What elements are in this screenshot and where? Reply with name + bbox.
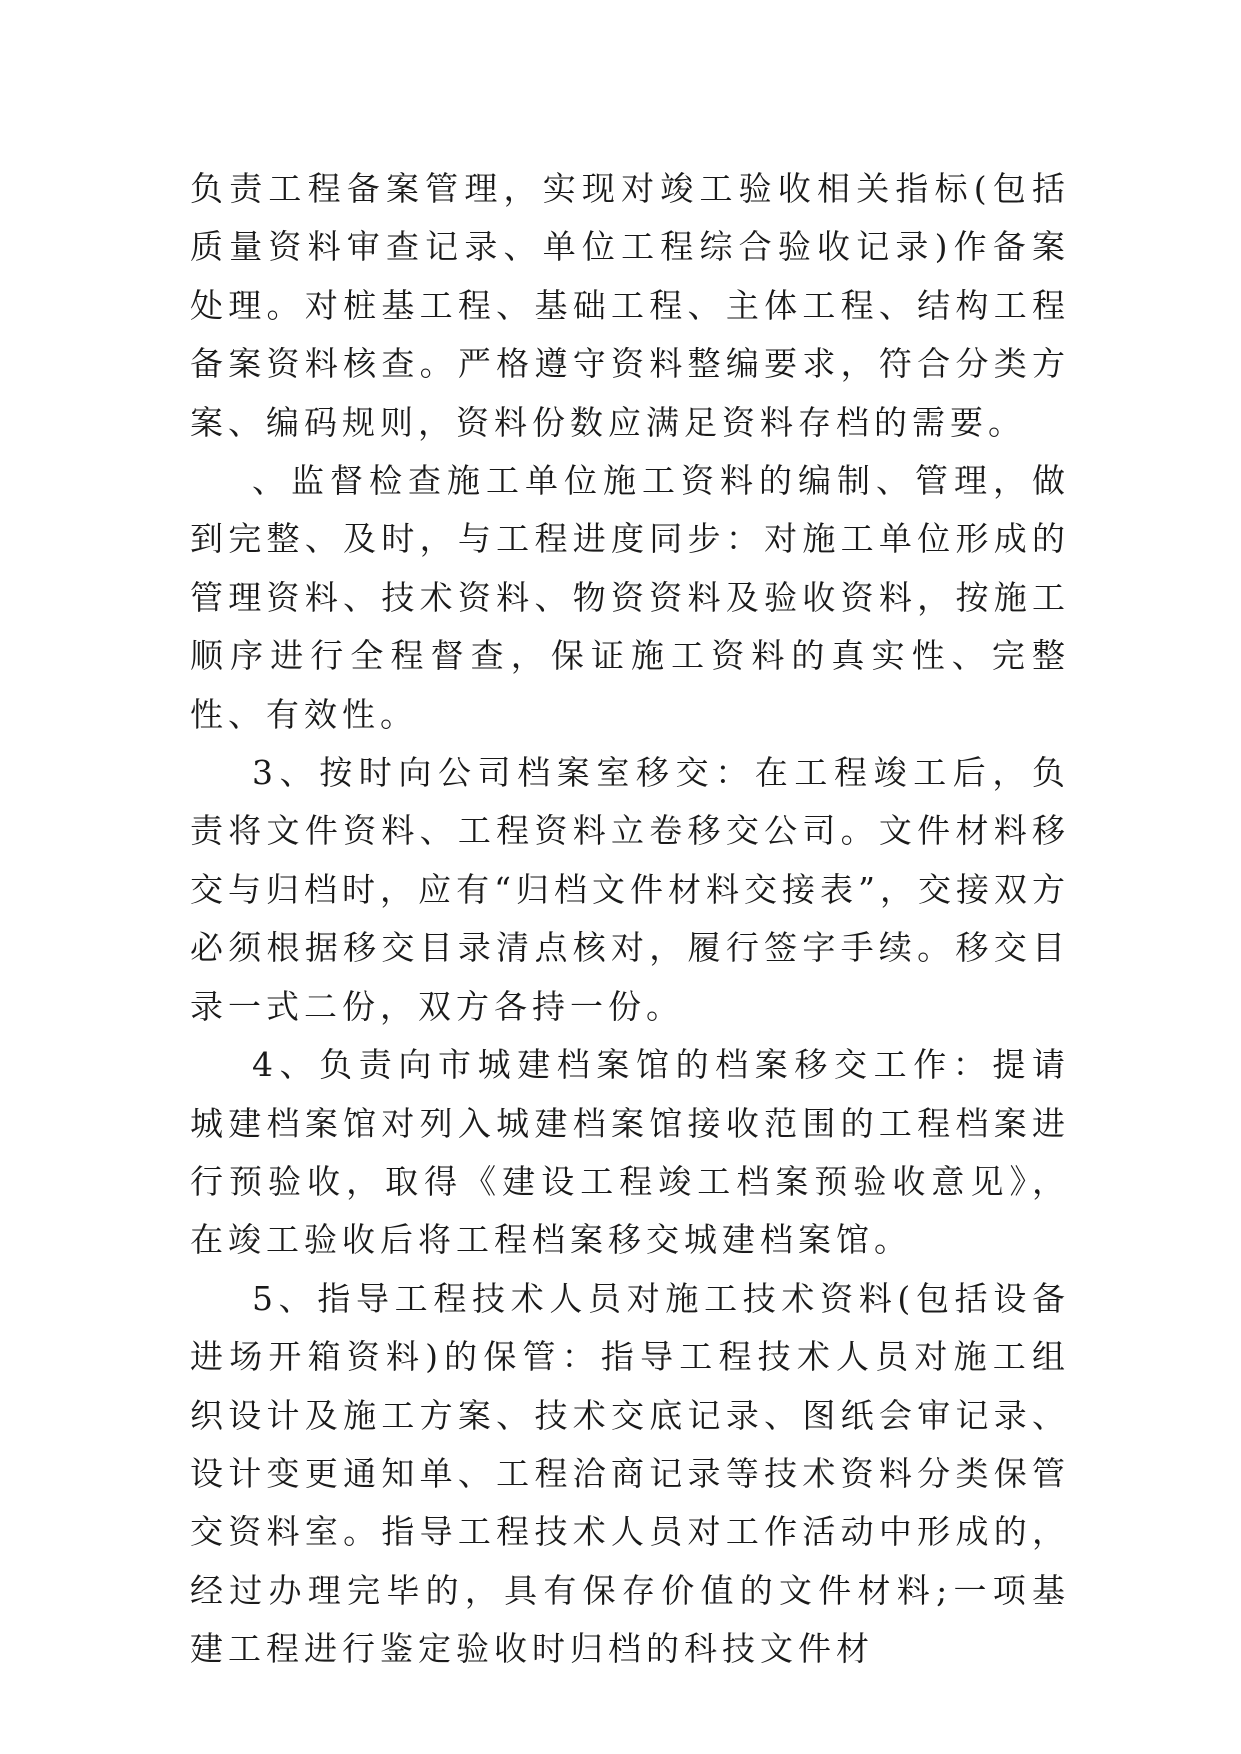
paragraph-supervise-inspection: 、监督检查施工单位施工资料的编制、管理，做到完整、及时，与工程进度同步：对施工单位形成的管理资料、技术资料、物资资料及验收资料，按施工顺序进行全程督查，保证施工资料的真实性、完整性、有效性。 [190,461,1070,734]
document-body [190,160,1070,1679]
paragraph-filing-management: 负责工程备案管理，实现对竣工验收相关指标(包括质量资料审查记录、单位工程综合验收记录)作备案处理。对桩基工程、基础工程、主体工程、结构工程备案资料核查。严格遵守资料整编要求，符合分类方案、编码规则，资料份数应满足资料存档的需要。 [190,169,1070,442]
paragraph-3-company-archive-transfer: 3、按时向公司档案室移交：在工程竣工后，负责将文件资料、工程资料立卷移交公司。文件材料移交与归档时，应有“归档文件材料交接表”，交接双方必须根据移交目录清点核对，履行签字手续。移交目录一式二份，双方各持一份。 [190,753,1070,1026]
paragraph-5-technical-document-guidance: 5、指导工程技术人员对施工技术资料(包括设备进场开箱资料)的保管：指导工程技术人员对施工组织设计及施工方案、技术交底记录、图纸会审记录、设计变更通知单、工程洽商记录等技术资料分类保管交资料室。指导工程技术人员对工作活动中形成的，经过办理完毕的，具有保存价值的文件材料;一项基建工程进行鉴定验收时归档的科技文件材 [190,1278,1070,1669]
paragraph-4-city-archive-transfer: 4、负责向市城建档案馆的档案移交工作：提请城建档案馆对列入城建档案馆接收范围的工程档案进行预验收，取得《建设工程竣工档案预验收意见》，在竣工验收后将工程档案移交城建档案馆。 [190,1045,1070,1260]
